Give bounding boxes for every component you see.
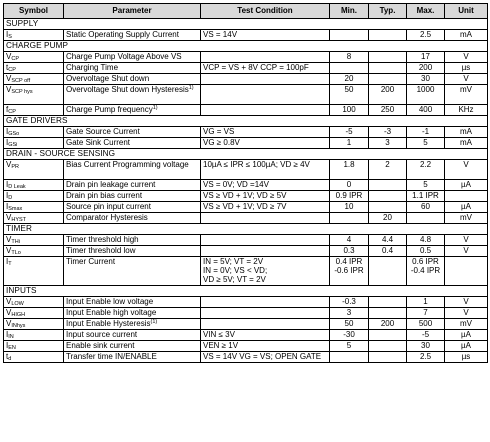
parameter-cell bbox=[64, 319, 201, 330]
section-title: GATE DRIVERS bbox=[4, 116, 488, 127]
typ-cell bbox=[369, 30, 407, 41]
typ-cell bbox=[369, 180, 407, 191]
min-cell bbox=[330, 213, 369, 224]
typ-cell: 200 bbox=[369, 319, 407, 330]
symbol-main: t bbox=[6, 63, 9, 72]
test-condition-cell bbox=[201, 235, 330, 246]
parameter-cell bbox=[64, 246, 201, 257]
test-condition-line: VS ≥ VD + 1V; VD ≥ 7V bbox=[203, 202, 287, 211]
typ-cell bbox=[369, 63, 407, 74]
parameter-text: Bias Current Programming voltage bbox=[66, 160, 189, 169]
table-row bbox=[4, 319, 488, 330]
typ-cell bbox=[369, 297, 407, 308]
parameter-text: Transfer time IN/ENABLE bbox=[66, 352, 157, 361]
parameter-text: Overvoltage Shut down bbox=[66, 74, 150, 83]
symbol-main: I bbox=[6, 180, 9, 189]
symbol-main: V bbox=[6, 160, 12, 169]
symbol-main: f bbox=[6, 105, 9, 114]
max-cell: 200 bbox=[407, 63, 445, 74]
parameter-cell bbox=[64, 330, 201, 341]
symbol-subscript: IN bbox=[8, 334, 14, 340]
symbol-cell bbox=[4, 246, 64, 257]
test-condition-cell bbox=[201, 202, 330, 213]
test-condition-line: VS = 14V VG = VS; OPEN GATE bbox=[203, 352, 322, 361]
parameter-text: Overvoltage Shut down Hysteresis bbox=[66, 85, 189, 94]
parameter-cell bbox=[64, 160, 201, 180]
unit-cell: V bbox=[445, 235, 488, 246]
typ-cell bbox=[369, 341, 407, 352]
section-title: INPUTS bbox=[4, 286, 488, 297]
min-cell: 3 bbox=[330, 308, 369, 319]
symbol-subscript: D bbox=[8, 195, 13, 201]
symbol-main: I bbox=[6, 30, 9, 39]
symbol-main: t bbox=[6, 352, 9, 361]
test-condition-cell bbox=[201, 127, 330, 138]
test-condition-cell bbox=[201, 257, 330, 286]
test-condition-cell bbox=[201, 105, 330, 116]
min-cell: 0.9 IPR bbox=[330, 191, 369, 202]
typ-cell bbox=[369, 74, 407, 85]
test-condition-line: VS ≥ VD + 1V; VD ≥ 5V bbox=[203, 191, 287, 200]
unit-cell: µA bbox=[445, 180, 488, 191]
table-row bbox=[4, 341, 488, 352]
parameter-text: Input Enable Hysteresis bbox=[66, 319, 151, 328]
section-drain-source-sensing bbox=[4, 149, 488, 160]
min-cell: 20 bbox=[330, 74, 369, 85]
unit-cell: V bbox=[445, 74, 488, 85]
symbol-cell bbox=[4, 191, 64, 202]
parameter-text: Enable sink current bbox=[66, 341, 135, 350]
symbol-subscript: HYST bbox=[11, 217, 27, 223]
symbol-main: V bbox=[6, 52, 12, 61]
max-cell: 0.5 bbox=[407, 246, 445, 257]
typ-cell bbox=[369, 352, 407, 363]
typ-cell bbox=[369, 202, 407, 213]
parameter-text: Gate Sink Current bbox=[66, 138, 131, 147]
parameter-text: Static Operating Supply Current bbox=[66, 30, 179, 39]
symbol-cell bbox=[4, 330, 64, 341]
min-cell bbox=[330, 30, 369, 41]
max-cell: 30 bbox=[407, 341, 445, 352]
symbol-cell bbox=[4, 308, 64, 319]
symbol-main: V bbox=[6, 85, 12, 94]
table-row bbox=[4, 63, 488, 74]
parameter-text: Gate Source Current bbox=[66, 127, 140, 136]
table-row bbox=[4, 30, 488, 41]
unit-cell: V bbox=[445, 308, 488, 319]
parameter-cell bbox=[64, 138, 201, 149]
max-cell: 2.5 bbox=[407, 352, 445, 363]
min-cell: 10 bbox=[330, 202, 369, 213]
header-typ: Typ. bbox=[369, 4, 407, 19]
test-condition-line: VEN ≥ 1V bbox=[203, 341, 239, 350]
section-gate-drivers bbox=[4, 116, 488, 127]
max-cell: 5 bbox=[407, 180, 445, 191]
unit-cell: mV bbox=[445, 319, 488, 330]
max-cell: 17 bbox=[407, 52, 445, 63]
table-row bbox=[4, 352, 488, 363]
min-cell: 4 bbox=[330, 235, 369, 246]
table-row bbox=[4, 213, 488, 224]
electrical-characteristics-table bbox=[3, 3, 488, 363]
symbol-subscript: LOW bbox=[11, 301, 24, 307]
test-condition-line: VS = 14V bbox=[203, 30, 238, 39]
symbol-cell bbox=[4, 202, 64, 213]
max-cell: -5 bbox=[407, 330, 445, 341]
header-test-condition: Test Condition bbox=[201, 4, 330, 19]
header-row bbox=[4, 4, 488, 19]
table-row bbox=[4, 138, 488, 149]
min-cell: 8 bbox=[330, 52, 369, 63]
min-cell: 1.8 bbox=[330, 160, 369, 180]
table-row bbox=[4, 191, 488, 202]
section-title: SUPPLY bbox=[4, 19, 488, 30]
min-cell: 0.4 IPR -0.6 IPR bbox=[330, 257, 369, 286]
symbol-main: V bbox=[6, 213, 12, 222]
header-min: Min. bbox=[330, 4, 369, 19]
max-cell: 2.5 bbox=[407, 30, 445, 41]
footnote-ref: 1) bbox=[188, 85, 194, 91]
unit-cell: mA bbox=[445, 138, 488, 149]
symbol-subscript: GSo bbox=[8, 131, 20, 137]
max-cell: 1.1 IPR bbox=[407, 191, 445, 202]
max-cell: 60 bbox=[407, 202, 445, 213]
min-cell: 50 bbox=[330, 319, 369, 330]
typ-cell: 2 bbox=[369, 160, 407, 180]
footnote-ref: (1) bbox=[150, 319, 158, 325]
min-cell: 100 bbox=[330, 105, 369, 116]
typ-cell bbox=[369, 52, 407, 63]
table-row bbox=[4, 127, 488, 138]
symbol-subscript: D Leak bbox=[8, 184, 26, 190]
unit-cell: V bbox=[445, 246, 488, 257]
unit-cell: mA bbox=[445, 30, 488, 41]
parameter-cell bbox=[64, 297, 201, 308]
symbol-main: V bbox=[6, 319, 12, 328]
unit-cell: KHz bbox=[445, 105, 488, 116]
symbol-subscript: Smax bbox=[8, 206, 23, 212]
symbol-subscript: CP bbox=[8, 67, 16, 73]
parameter-text: Charge Pump frequency bbox=[66, 105, 153, 114]
test-condition-cell bbox=[201, 30, 330, 41]
parameter-cell bbox=[64, 308, 201, 319]
footnote-ref: 1) bbox=[152, 105, 158, 111]
parameter-text: Timer Current bbox=[66, 257, 116, 266]
parameter-text: Timer threshold high bbox=[66, 235, 139, 244]
unit-cell bbox=[445, 257, 488, 286]
test-condition-cell bbox=[201, 160, 330, 180]
min-cell bbox=[330, 63, 369, 74]
parameter-text: Input Enable low voltage bbox=[66, 297, 154, 306]
symbol-main: V bbox=[6, 235, 12, 244]
table-row bbox=[4, 202, 488, 213]
typ-cell: 20 bbox=[369, 213, 407, 224]
symbol-cell bbox=[4, 85, 64, 105]
parameter-cell bbox=[64, 352, 201, 363]
table-row bbox=[4, 180, 488, 191]
test-condition-cell bbox=[201, 352, 330, 363]
symbol-cell bbox=[4, 180, 64, 191]
header-symbol: Symbol bbox=[4, 4, 64, 19]
symbol-cell bbox=[4, 235, 64, 246]
parameter-cell bbox=[64, 30, 201, 41]
min-cell: -5 bbox=[330, 127, 369, 138]
parameter-cell bbox=[64, 85, 201, 105]
typ-cell: -3 bbox=[369, 127, 407, 138]
unit-cell: V bbox=[445, 52, 488, 63]
parameter-text: Input source current bbox=[66, 330, 138, 339]
symbol-subscript: d bbox=[8, 356, 12, 362]
parameter-text: Charge Pump Voltage Above VS bbox=[66, 52, 182, 61]
symbol-cell bbox=[4, 213, 64, 224]
symbol-cell bbox=[4, 319, 64, 330]
parameter-text: Source pin input current bbox=[66, 202, 151, 211]
section-supply bbox=[4, 19, 488, 30]
parameter-cell bbox=[64, 257, 201, 286]
min-cell: 1 bbox=[330, 138, 369, 149]
section-inputs bbox=[4, 286, 488, 297]
max-cell bbox=[407, 213, 445, 224]
symbol-cell bbox=[4, 52, 64, 63]
symbol-subscript: INhys bbox=[11, 323, 26, 329]
table-row bbox=[4, 246, 488, 257]
symbol-cell bbox=[4, 30, 64, 41]
table-row bbox=[4, 257, 488, 286]
symbol-subscript: HIGH bbox=[11, 312, 26, 318]
symbol-subscript: SCP off bbox=[11, 78, 31, 84]
parameter-text: Input Enable high voltage bbox=[66, 308, 157, 317]
parameter-cell bbox=[64, 52, 201, 63]
test-condition-line: VG ≥ 0.8V bbox=[203, 138, 240, 147]
test-condition-cell bbox=[201, 341, 330, 352]
test-condition-line: IN = 0V; VS < VD; bbox=[203, 266, 268, 275]
symbol-cell bbox=[4, 352, 64, 363]
parameter-cell bbox=[64, 127, 201, 138]
max-cell: 7 bbox=[407, 308, 445, 319]
test-condition-cell bbox=[201, 297, 330, 308]
symbol-subscript: PR bbox=[11, 164, 19, 170]
min-cell: 5 bbox=[330, 341, 369, 352]
test-condition-cell bbox=[201, 191, 330, 202]
table-row bbox=[4, 297, 488, 308]
symbol-subscript: GSi bbox=[8, 142, 18, 148]
parameter-cell bbox=[64, 235, 201, 246]
symbol-cell bbox=[4, 105, 64, 116]
symbol-subscript: SCP hys bbox=[11, 89, 33, 95]
symbol-main: V bbox=[6, 308, 12, 317]
parameter-cell bbox=[64, 341, 201, 352]
section-title: CHARGE PUMP bbox=[4, 41, 488, 52]
symbol-main: I bbox=[6, 191, 9, 200]
unit-cell: µA bbox=[445, 341, 488, 352]
test-condition-cell bbox=[201, 330, 330, 341]
typ-cell bbox=[369, 308, 407, 319]
test-condition-cell bbox=[201, 180, 330, 191]
max-cell: 4.8 bbox=[407, 235, 445, 246]
typ-cell bbox=[369, 191, 407, 202]
test-condition-line: VG = VS bbox=[203, 127, 235, 136]
parameter-text: Charging Time bbox=[66, 63, 119, 72]
parameter-cell bbox=[64, 202, 201, 213]
header-parameter: Parameter bbox=[64, 4, 201, 19]
parameter-cell bbox=[64, 63, 201, 74]
symbol-cell bbox=[4, 63, 64, 74]
min-cell: 50 bbox=[330, 85, 369, 105]
unit-cell: µs bbox=[445, 63, 488, 74]
parameter-cell bbox=[64, 213, 201, 224]
unit-cell: mA bbox=[445, 127, 488, 138]
table-row bbox=[4, 105, 488, 116]
symbol-cell bbox=[4, 138, 64, 149]
max-cell: 400 bbox=[407, 105, 445, 116]
parameter-text: Drain pin leakage current bbox=[66, 180, 156, 189]
unit-cell: V bbox=[445, 297, 488, 308]
typ-cell: 4.4 bbox=[369, 235, 407, 246]
max-cell: -1 bbox=[407, 127, 445, 138]
parameter-text: Drain pin bias current bbox=[66, 191, 143, 200]
symbol-main: I bbox=[6, 138, 9, 147]
max-cell: 1000 bbox=[407, 85, 445, 105]
symbol-subscript: TLo bbox=[11, 250, 21, 256]
test-condition-line: VD ≥ 5V; VT = 2V bbox=[203, 275, 266, 284]
test-condition-cell bbox=[201, 52, 330, 63]
symbol-cell bbox=[4, 341, 64, 352]
test-condition-line: VIN ≤ 3V bbox=[203, 330, 235, 339]
min-cell: 0.3 bbox=[330, 246, 369, 257]
parameter-cell bbox=[64, 191, 201, 202]
section-title: DRAIN - SOURCE SENSING bbox=[4, 149, 488, 160]
min-cell bbox=[330, 352, 369, 363]
symbol-cell bbox=[4, 74, 64, 85]
max-cell: 5 bbox=[407, 138, 445, 149]
section-charge-pump bbox=[4, 41, 488, 52]
table-row bbox=[4, 308, 488, 319]
symbol-cell bbox=[4, 160, 64, 180]
test-condition-cell bbox=[201, 213, 330, 224]
symbol-cell bbox=[4, 257, 64, 286]
typ-cell: 3 bbox=[369, 138, 407, 149]
test-condition-line: VCP = VS + 8V CCP = 100pF bbox=[203, 63, 309, 72]
symbol-subscript: THi bbox=[11, 239, 20, 245]
max-cell: 2.2 bbox=[407, 160, 445, 180]
unit-cell: µs bbox=[445, 352, 488, 363]
table-row bbox=[4, 74, 488, 85]
unit-cell: mV bbox=[445, 213, 488, 224]
test-condition-cell bbox=[201, 319, 330, 330]
table-row bbox=[4, 85, 488, 105]
unit-cell bbox=[445, 191, 488, 202]
max-cell: 1 bbox=[407, 297, 445, 308]
symbol-main: V bbox=[6, 74, 12, 83]
max-cell: 30 bbox=[407, 74, 445, 85]
symbol-subscript: T bbox=[8, 261, 12, 267]
test-condition-cell bbox=[201, 138, 330, 149]
table-row bbox=[4, 330, 488, 341]
unit-cell: µA bbox=[445, 202, 488, 213]
typ-cell: 250 bbox=[369, 105, 407, 116]
test-condition-cell bbox=[201, 246, 330, 257]
symbol-subscript: CP bbox=[11, 56, 19, 62]
typ-cell bbox=[369, 330, 407, 341]
symbol-subscript: S bbox=[8, 34, 12, 40]
typ-cell bbox=[369, 257, 407, 286]
symbol-subscript: CP bbox=[8, 109, 16, 115]
symbol-cell bbox=[4, 127, 64, 138]
symbol-cell bbox=[4, 297, 64, 308]
typ-cell: 0.4 bbox=[369, 246, 407, 257]
parameter-text: Comparator Hysteresis bbox=[66, 213, 148, 222]
section-timer bbox=[4, 224, 488, 235]
test-condition-line: IN = 5V; VT = 2V bbox=[203, 257, 264, 266]
symbol-main: I bbox=[6, 330, 9, 339]
min-cell: -0.3 bbox=[330, 297, 369, 308]
symbol-main: I bbox=[6, 257, 9, 266]
max-cell: 500 bbox=[407, 319, 445, 330]
test-condition-cell bbox=[201, 85, 330, 105]
test-condition-line: 10µA ≤ IPR ≤ 100µA; VD ≥ 4V bbox=[203, 160, 310, 169]
unit-cell: µA bbox=[445, 330, 488, 341]
unit-cell: V bbox=[445, 160, 488, 180]
test-condition-cell bbox=[201, 74, 330, 85]
min-cell: 0 bbox=[330, 180, 369, 191]
unit-cell: mV bbox=[445, 85, 488, 105]
symbol-main: V bbox=[6, 246, 12, 255]
parameter-cell bbox=[64, 105, 201, 116]
symbol-main: I bbox=[6, 127, 9, 136]
section-title: TIMER bbox=[4, 224, 488, 235]
symbol-subscript: EN bbox=[8, 345, 16, 351]
table-row bbox=[4, 160, 488, 180]
symbol-main: I bbox=[6, 341, 9, 350]
parameter-cell bbox=[64, 180, 201, 191]
table-row bbox=[4, 235, 488, 246]
test-condition-line: VS = 0V; VD =14V bbox=[203, 180, 269, 189]
parameter-text: Timer threshold low bbox=[66, 246, 136, 255]
symbol-main: I bbox=[6, 202, 9, 211]
min-cell: -30 bbox=[330, 330, 369, 341]
header-max: Max. bbox=[407, 4, 445, 19]
max-cell: 0.6 IPR -0.4 IPR bbox=[407, 257, 445, 286]
table-row bbox=[4, 52, 488, 63]
test-condition-cell bbox=[201, 308, 330, 319]
test-condition-cell bbox=[201, 63, 330, 74]
parameter-cell bbox=[64, 74, 201, 85]
symbol-main: V bbox=[6, 297, 12, 306]
typ-cell: 200 bbox=[369, 85, 407, 105]
header-unit: Unit bbox=[445, 4, 488, 19]
